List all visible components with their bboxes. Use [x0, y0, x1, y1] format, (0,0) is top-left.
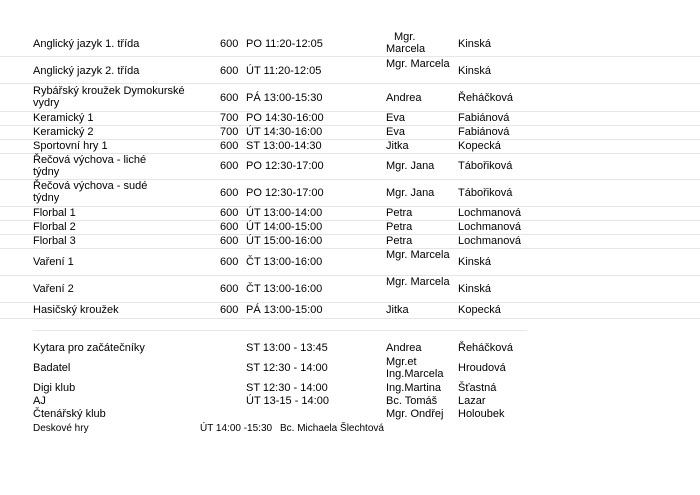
course-time: ČT 13:00-16:00	[246, 256, 323, 268]
extra-name: AJ	[33, 395, 46, 407]
course-name: Florbal 2	[33, 221, 76, 233]
course-time: ST 13:00-14:30	[246, 140, 322, 152]
course-price: 600	[220, 160, 239, 172]
last-activity-time: ÚT 14:00 -15:30	[200, 423, 273, 434]
course-time: ÚT 13:00-14:00	[246, 207, 323, 219]
course-name: Řečová výchova - liché týdny	[33, 154, 147, 178]
course-price: 600	[220, 187, 239, 199]
course-teacher-last: Kinská	[458, 283, 492, 295]
extra-time: ST 12:30 - 14:00	[246, 382, 328, 394]
course-time: PÁ 13:00-15:00	[246, 304, 323, 316]
course-teacher-last: Tábořiková	[458, 160, 513, 172]
extra-teacher-last: Řeháčková	[458, 342, 514, 354]
course-price: 600	[220, 221, 239, 233]
course-row	[0, 153, 700, 180]
course-teacher-first: Jitka	[386, 304, 409, 316]
course-row	[0, 111, 700, 126]
section-divider	[33, 330, 527, 331]
extra-teacher-first: Andrea	[386, 342, 422, 354]
course-time: ÚT 11:20-12:05	[246, 65, 322, 77]
course-row	[0, 248, 700, 276]
course-price: 700	[220, 126, 239, 138]
course-time: ÚT 14:00-15:00	[246, 221, 323, 233]
course-teacher-last: Tábořiková	[458, 187, 513, 199]
extra-name: Badatel	[33, 362, 71, 374]
course-teacher-first: Petra	[386, 221, 413, 233]
extra-time: ÚT 13-15 - 14:00	[246, 395, 329, 407]
extra-teacher-last: Holoubek	[458, 408, 505, 420]
course-name: Rybářský kroužek Dymokurské vydry	[33, 85, 185, 109]
course-price: 600	[220, 256, 239, 268]
course-name: Florbal 3	[33, 235, 76, 247]
extra-name: Digi klub	[33, 382, 76, 394]
course-teacher-first: Mgr. Jana	[386, 187, 435, 199]
course-row	[0, 30, 700, 57]
course-row	[0, 139, 700, 154]
course-teacher-last: Řeháčková	[458, 92, 514, 104]
extra-teacher-last: Šťastná	[458, 382, 497, 394]
course-teacher-last: Kinská	[458, 256, 492, 268]
course-time: PO 12:30-17:00	[246, 160, 324, 172]
course-teacher-first: Mgr. Marcela	[386, 276, 450, 288]
course-teacher-last: Lochmanová	[458, 235, 521, 247]
course-price: 600	[220, 304, 239, 316]
course-teacher-last: Lochmanová	[458, 207, 521, 219]
course-teacher-last: Kinská	[458, 65, 492, 77]
course-name: Anglický jazyk 1. třída	[33, 38, 140, 50]
extra-teacher-first: Ing.Martina	[386, 382, 442, 394]
course-price: 600	[220, 207, 239, 219]
course-row	[0, 220, 700, 235]
extra-teacher-first: Mgr.et Ing.Marcela	[386, 356, 444, 380]
extra-teacher-first: Mgr. Ondřej	[386, 408, 444, 420]
course-name: Řečová výchova - sudé týdny	[33, 180, 148, 204]
last-activity-name: Deskové hry	[33, 423, 89, 434]
course-teacher-last: Lochmanová	[458, 221, 521, 233]
course-teacher-first: Mgr. Marcela	[386, 249, 450, 261]
course-name: Sportovní hry 1	[33, 140, 108, 152]
course-time: PO 12:30-17:00	[246, 187, 324, 199]
course-price: 600	[220, 235, 239, 247]
extra-time: ST 12:30 - 14:00	[246, 362, 328, 374]
course-row	[0, 125, 700, 140]
course-price: 600	[220, 38, 239, 50]
course-time: ÚT 15:00-16:00	[246, 235, 323, 247]
course-row	[0, 275, 700, 303]
course-time: PO 11:20-12:05	[246, 38, 323, 50]
course-row	[0, 234, 700, 249]
course-name: Keramický 2	[33, 126, 94, 138]
course-time: ČT 13:00-16:00	[246, 283, 323, 295]
course-name: Florbal 1	[33, 207, 76, 219]
course-teacher-first: Eva	[386, 112, 405, 124]
extra-time: ST 13:00 - 13:45	[246, 342, 328, 354]
extra-name: Kytara pro začátečníky	[33, 342, 145, 354]
course-price: 700	[220, 112, 239, 124]
extra-teacher-first: Bc. Tomáš	[386, 395, 438, 407]
extra-teacher-last: Hroudová	[458, 362, 506, 374]
course-teacher-last: Fabiánová	[458, 112, 510, 124]
course-teacher-first: Petra	[386, 235, 413, 247]
course-price: 600	[220, 283, 239, 295]
course-name: Vaření 2	[33, 283, 74, 295]
extra-name: Čtenářský klub	[33, 408, 106, 420]
course-price: 600	[220, 65, 239, 77]
course-time: PO 14:30-16:00	[246, 112, 324, 124]
course-teacher-first: Eva	[386, 126, 405, 138]
course-teacher-first: Mgr. Marcela	[386, 58, 450, 70]
course-price: 600	[220, 92, 239, 104]
course-teacher-first: Petra	[386, 207, 413, 219]
course-teacher-first: Mgr. Marcela	[386, 31, 426, 55]
course-name: Hasičský kroužek	[33, 304, 119, 316]
course-row	[0, 206, 700, 221]
course-time: ÚT 14:30-16:00	[246, 126, 323, 138]
course-name: Keramický 1	[33, 112, 94, 124]
last-activity-teacher: Bc. Michaela Šlechtová	[280, 423, 384, 434]
course-row	[0, 83, 700, 112]
course-teacher-first: Jitka	[386, 140, 409, 152]
course-teacher-last: Fabiánová	[458, 126, 510, 138]
course-teacher-last: Kopecká	[458, 140, 501, 152]
course-price: 600	[220, 140, 239, 152]
course-row	[0, 179, 700, 207]
course-teacher-first: Mgr. Jana	[386, 160, 435, 172]
course-row	[0, 302, 700, 319]
course-time: PÁ 13:00-15:30	[246, 92, 323, 104]
course-teacher-first: Andrea	[386, 92, 422, 104]
extra-teacher-last: Lazar	[458, 395, 486, 407]
course-name: Anglický jazyk 2. třída	[33, 65, 140, 77]
course-teacher-last: Kopecká	[458, 304, 501, 316]
course-row	[0, 56, 700, 84]
course-name: Vaření 1	[33, 256, 74, 268]
course-teacher-last: Kinská	[458, 38, 492, 50]
